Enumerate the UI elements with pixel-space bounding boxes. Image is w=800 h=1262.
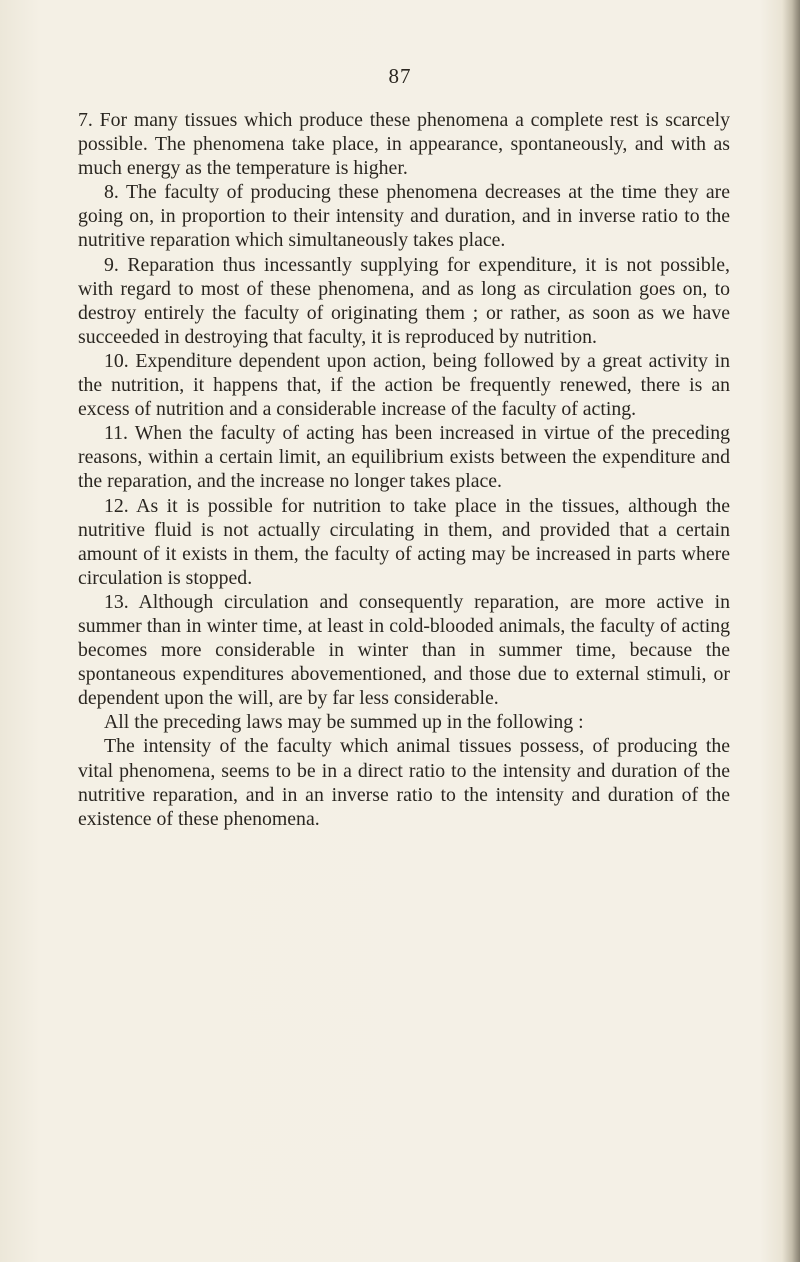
binding-shadow [782,0,800,1262]
paragraph-12: 12. As it is possible for nutrition to take place in the tissues, although the nutritive fluid is not actually circulating in them, and provided that a certain amount of it exists in them, the faculty of acting may be increased in parts where circulation is stopped. [78,494,730,589]
paragraph-9: 9. Reparation thus incessantly supplying for expenditure, it is not possible, with regard to most of these phenomena, and as long as circulation goes on, to destroy entirely the faculty of originating them ; or rather, as soon as we have succeeded in destroying that faculty, it is reproduced by nutrition. [78,253,730,348]
body-text [78,108,730,831]
paragraph-11: 11. When the faculty of acting has been increased in virtue of the preceding reasons, within a certain limit, an equilibrium exists between the expenditure and the reparation, and the increase no longer takes place. [78,422,730,493]
page-number: 87 [388,64,412,88]
paragraph-8: 8. The faculty of producing these phenomena decreases at the time they are going on, in proportion to their intensity and duration, and in inverse ratio to the nutritive reparation which simultaneously takes place. [78,181,730,252]
paragraph-7: 7. For many tissues which produce these phenomena a complete rest is scarcely possible. The phenomena take place, in appearance, spontaneously, and with as much energy as the temperature is higher. [78,109,730,180]
paragraph-10: 10. Expenditure dependent upon action, being followed by a great activity in the nutrition, it happens that, if the action be frequently renewed, there is an excess of nutrition and a considerable increase of the faculty of acting. [78,349,730,421]
summary-law: The intensity of the faculty which animal tissues possess, of producing the vital phenomena, seems to be in a direct ratio to the intensity and duration of the nutritive reparation, and in an inverse ratio to the intensity and duration of the existence of these phenomena. [78,735,730,830]
paragraph-13: 13. Although circulation and consequently reparation, are more active in summer than in winter time, at least in cold-blooded animals, the faculty of acting becomes more considerable in winter than in summer time, because the spontaneous expenditures abovementioned, and those due to external stimuli, or dependent upon the will, are by far less considerable. [78,590,730,710]
summary-intro: All the preceding laws may be summed up in the following : [104,711,584,734]
